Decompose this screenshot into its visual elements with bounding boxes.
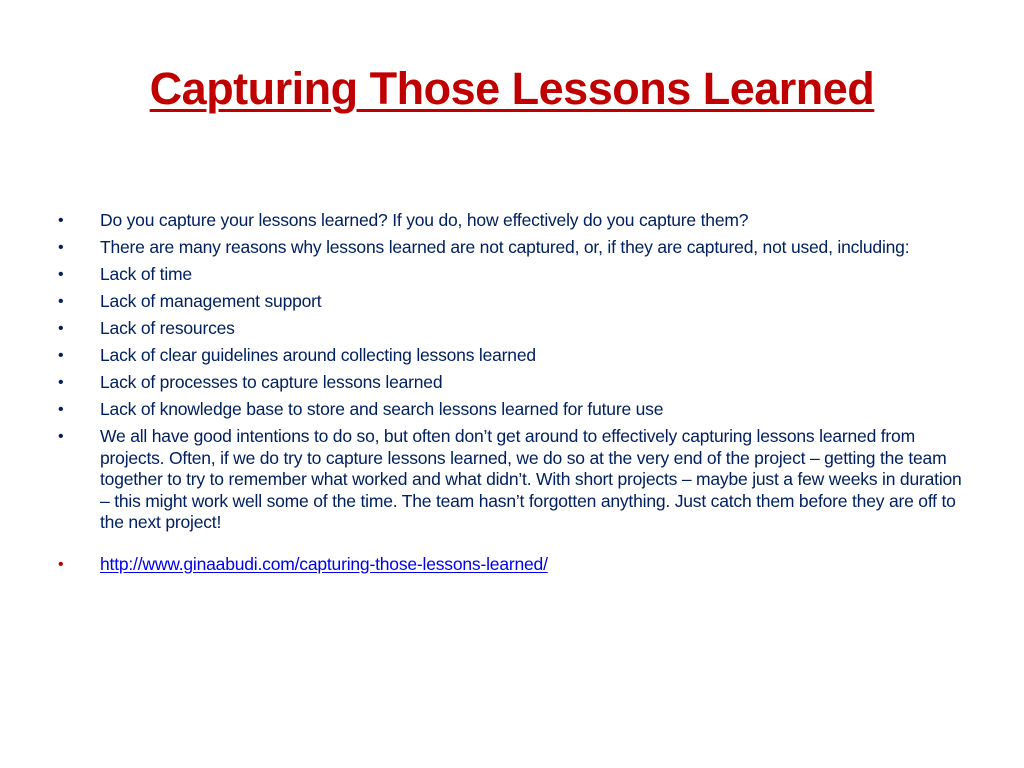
bullet-icon: • (58, 401, 64, 418)
bullet-icon: • (58, 320, 64, 337)
source-link[interactable]: http://www.ginaabudi.com/capturing-those-lessons-learned/ (100, 553, 548, 574)
bullet-icon: • (58, 212, 64, 229)
bullet-list (58, 210, 968, 581)
bullet-text: Do you capture your lessons learned? If you do, how effectively do you capture them? (100, 210, 749, 230)
bullet-item (58, 399, 968, 421)
bullet-text: Lack of resources (100, 318, 235, 338)
bullet-item (58, 318, 968, 340)
bullet-icon: • (58, 266, 64, 283)
bullet-text: Lack of time (100, 264, 192, 284)
bullet-item-link (58, 554, 968, 576)
bullet-text: Lack of knowledge base to store and search lessons learned for future use (100, 399, 664, 419)
bullet-item (58, 210, 968, 232)
bullet-icon: • (58, 347, 64, 364)
bullet-icon: • (58, 555, 64, 573)
slide-title-text: Capturing Those Lessons Learned (149, 63, 875, 114)
bullet-text: Lack of management support (100, 291, 322, 311)
bullet-item (58, 237, 968, 259)
bullet-item (58, 345, 968, 367)
bullet-icon: • (58, 374, 64, 391)
bullet-item (58, 426, 968, 534)
bullet-text: Lack of processes to capture lessons learned (100, 372, 443, 392)
bullet-text: There are many reasons why lessons learned are not captured, or, if they are captured, not used, including: (100, 237, 910, 257)
bullet-text: We all have good intentions to do so, but often don’t get around to effectively capturing lessons learned from projects. Often, if we do try to capture lessons learned, we do so at the very end of the project – getting the team together to try to remember what worked and what didn’t. With short projects – maybe just a few weeks in duration – this might work well some of the time. The team hasn’t forgotten anything. Just catch them before they are off to the next project! (100, 426, 962, 532)
bullet-text: Lack of clear guidelines around collecting lessons learned (100, 345, 536, 365)
bullet-item (58, 264, 968, 286)
bullet-item (58, 291, 968, 313)
bullet-icon: • (58, 239, 64, 256)
bullet-item (58, 372, 968, 394)
bullet-icon: • (58, 293, 64, 310)
bullet-icon: • (58, 428, 64, 445)
slide-title (0, 62, 1024, 116)
